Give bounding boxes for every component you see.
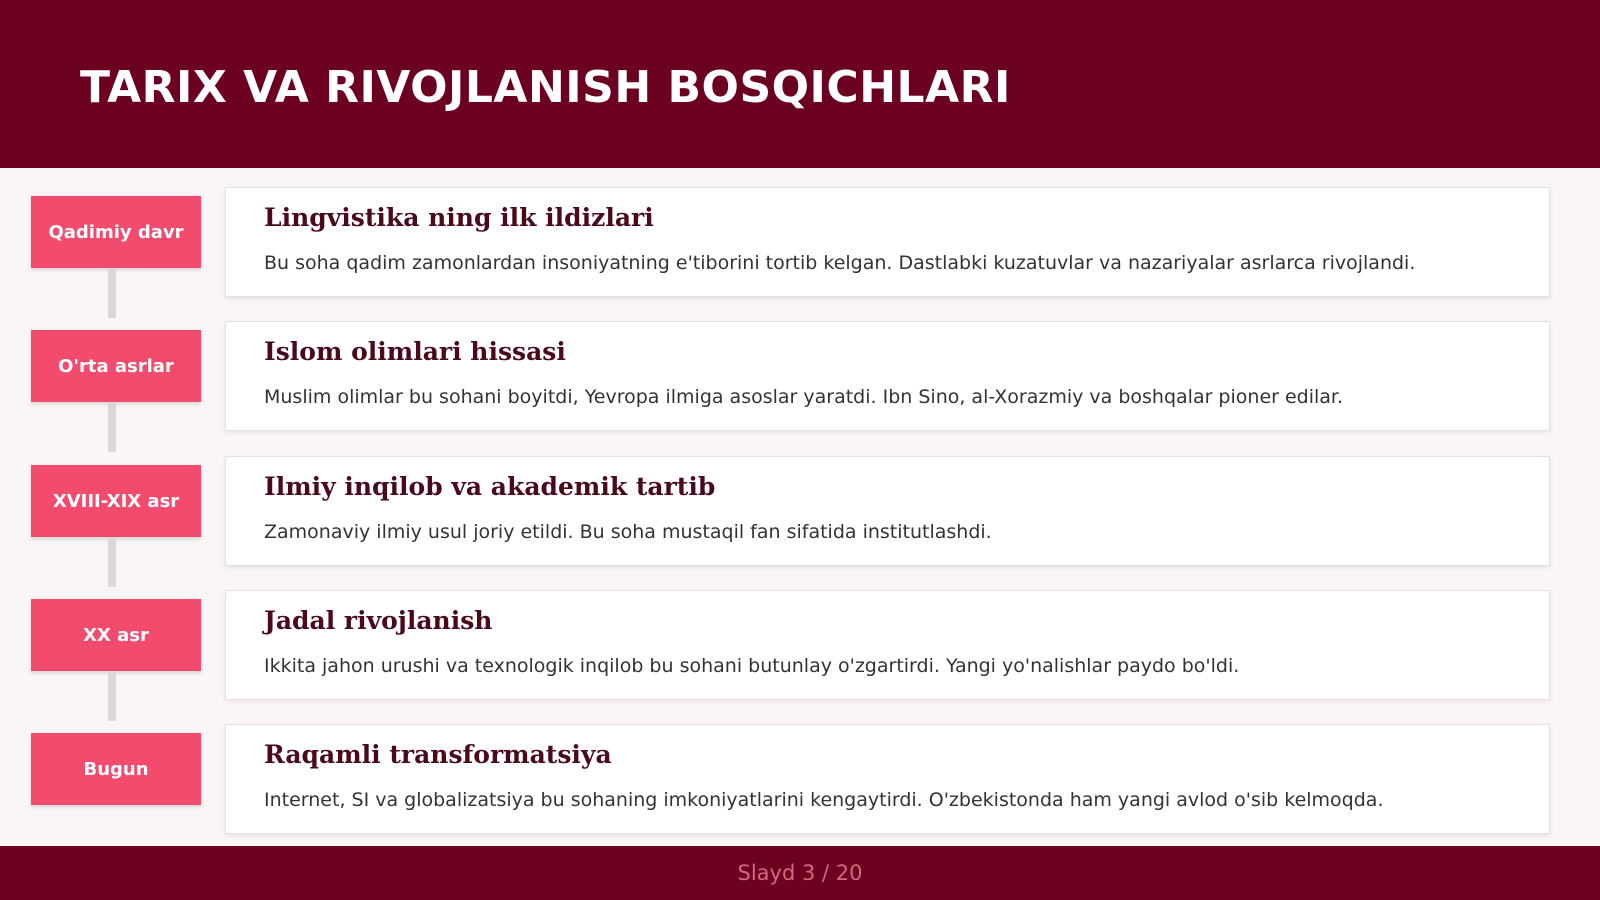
- era-badge: Bugun: [31, 733, 201, 805]
- timeline: [0, 168, 1600, 846]
- era-badge: XVIII-XIX asr: [31, 465, 201, 537]
- card-description: Ikkita jahon urushi va texnologik inqilob bu sohani butunlay o'zgartirdi. Yangi yo'nalishlar paydo bo'ldi.: [264, 655, 1240, 677]
- card-title: Lingvistika ning ilk ildizlari: [264, 203, 654, 232]
- card-description: Bu soha qadim zamonlardan insoniyatning e'tiborini tortib kelgan. Dastlabki kuzatuvlar va nazariyalar asrlarca rivojlandi.: [264, 252, 1416, 274]
- era-badge: O'rta asrlar: [31, 330, 201, 402]
- era-badge: XX asr: [31, 599, 201, 671]
- timeline-row: [0, 571, 1600, 689]
- timeline-row: [0, 168, 1600, 286]
- card-title: Raqamli transformatsiya: [264, 740, 612, 769]
- card-description: Internet, SI va globalizatsiya bu sohaning imkoniyatlarini kengaytirdi. O'zbekistonda ham yangi avlod o'sib kelmoqda.: [264, 789, 1384, 811]
- card-title: Islom olimlari hissasi: [264, 337, 566, 366]
- card-description: Zamonaviy ilmiy usul joriy etildi. Bu soha mustaqil fan sifatida institutlashdi.: [264, 521, 992, 543]
- slide-counter: Slayd 3 / 20: [737, 861, 863, 885]
- card-title: Jadal rivojlanish: [264, 606, 493, 635]
- slide-title: TARIX VA RIVOJLANISH BOSQICHLARI: [80, 62, 1011, 113]
- timeline-row: [0, 705, 1600, 823]
- timeline-card: [225, 724, 1550, 834]
- era-badge: Qadimiy davr: [31, 196, 201, 268]
- timeline-card: [225, 321, 1550, 431]
- slide-footer: [0, 846, 1600, 900]
- card-description: Muslim olimlar bu sohani boyitdi, Yevropa ilmiga asoslar yaratdi. Ibn Sino, al-Xorazmiy va boshqalar pioner edilar.: [264, 386, 1344, 408]
- timeline-row: [0, 302, 1600, 420]
- slide-header: [0, 0, 1600, 168]
- timeline-row: [0, 437, 1600, 555]
- card-title: Ilmiy inqilob va akademik tartib: [264, 472, 716, 501]
- timeline-card: [225, 187, 1550, 297]
- timeline-card: [225, 590, 1550, 700]
- timeline-card: [225, 456, 1550, 566]
